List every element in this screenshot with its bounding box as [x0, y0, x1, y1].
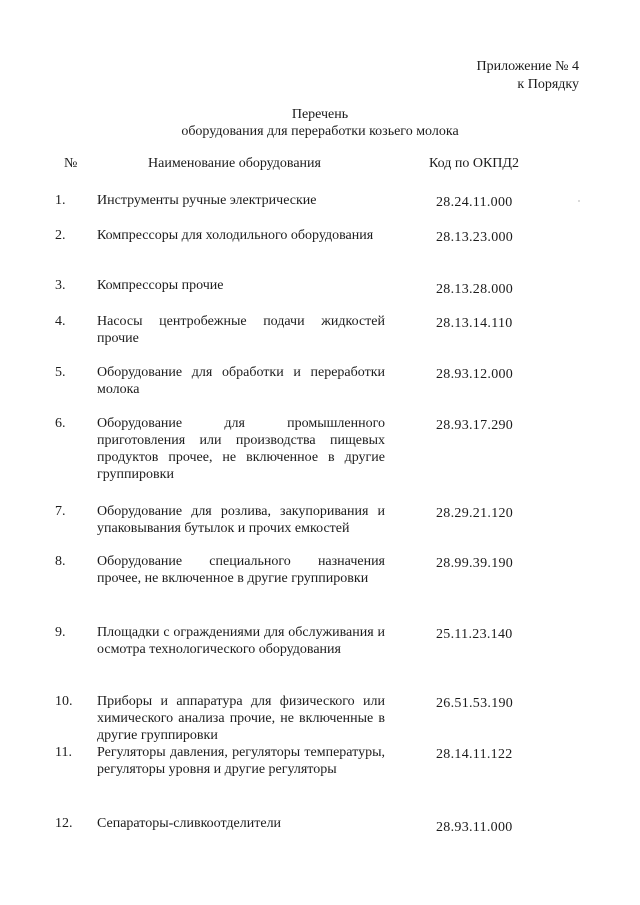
row-number: 4.: [55, 314, 66, 329]
row-code: 25.11.23.140: [436, 627, 513, 642]
row-number: 7.: [55, 504, 66, 519]
row-number: 8.: [55, 554, 66, 569]
row-code: 28.13.23.000: [436, 230, 514, 245]
row-number: 6.: [55, 416, 66, 431]
row-name: Регуляторы давления, регуляторы температуры, регуляторы уровня и другие регуляторы: [97, 745, 385, 777]
row-code: 28.93.11.000: [436, 820, 513, 835]
row-number: 1.: [55, 193, 66, 208]
row-name: Оборудование для обработки и переработки молока: [97, 365, 385, 397]
row-number: 2.: [55, 228, 66, 243]
row-name: Оборудование для промышленного приготовления или производства пищевых продуктов прочее, не включенное в другие группировки: [97, 416, 385, 482]
row-code: 28.13.28.000: [436, 282, 514, 297]
row-name: Площадки с ограждениями для обслуживания и осмотра технологического оборудования: [97, 625, 385, 657]
scan-speck: [578, 200, 580, 202]
row-number: 9.: [55, 625, 66, 640]
header-name: Наименование оборудования: [148, 156, 321, 171]
row-name: Инструменты ручные электрические: [97, 193, 317, 208]
title-line-2: оборудования для переработки козьего молока: [181, 124, 459, 139]
row-number: 3.: [55, 278, 66, 293]
row-name: Компрессоры для холодильного оборудования: [97, 228, 374, 243]
row-name: Оборудование специального назначения прочее, не включенное в другие группировки: [97, 554, 385, 586]
row-number: 11.: [55, 745, 72, 760]
row-code: 26.51.53.190: [436, 696, 514, 711]
document-title: [0, 106, 640, 140]
row-number: 10.: [55, 694, 73, 709]
header-number: №: [64, 156, 78, 171]
row-code: 28.13.14.110: [436, 316, 513, 331]
row-code: 28.24.11.000: [436, 195, 513, 210]
row-code: 28.93.17.290: [436, 418, 514, 433]
row-code: 28.99.39.190: [436, 556, 514, 571]
row-name: Компрессоры прочие: [97, 278, 224, 293]
row-name: Сепараторы-сливкоотделители: [97, 816, 282, 831]
row-name: Приборы и аппаратура для физического или химического анализа прочие, не включенные в другие группировки: [97, 694, 385, 743]
row-number: 5.: [55, 365, 66, 380]
row-name: Оборудование для розлива, закупоривания и упаковывания бутылок и прочих емкостей: [97, 504, 385, 536]
row-code: 28.14.11.122: [436, 747, 513, 762]
row-code: 28.93.12.000: [436, 367, 514, 382]
appendix-reference: к Порядку: [517, 77, 579, 92]
header-code: Код по ОКПД2: [429, 156, 519, 171]
appendix-number: Приложение № 4: [476, 59, 579, 74]
row-name: Насосы центробежные подачи жидкостей прочие: [97, 314, 385, 346]
title-line-1: Перечень: [291, 107, 349, 122]
row-code: 28.29.21.120: [436, 506, 514, 521]
appendix-note: [477, 58, 580, 94]
row-number: 12.: [55, 816, 73, 831]
